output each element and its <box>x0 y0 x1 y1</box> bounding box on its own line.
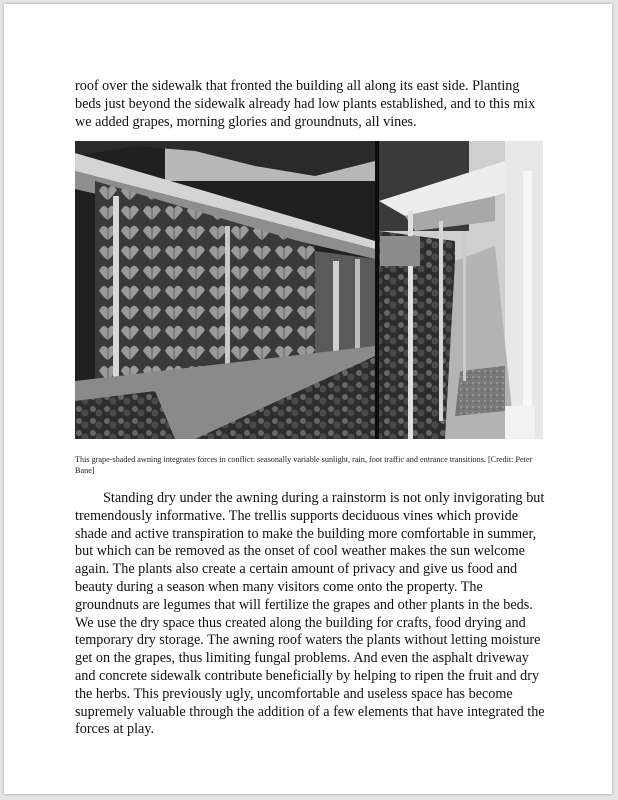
document-page <box>4 4 612 794</box>
paragraph-top: roof over the sidewalk that fronted the building all along its east side. Planting beds just beyond the sidewalk already had low plants established, and to this mix we added grapes, morning glories and groundnuts, all vines. <box>75 78 536 130</box>
right-photo <box>379 141 543 439</box>
paragraph-body: Standing dry under the awning during a rainstorm is not only invigorating but tremendously informative. The trellis supports deciduous vines which provide shade and active transpiration to make the building more comfortable in summer, but which can be removed as the onset of cool weather makes the sun welcome again. The plants also create a certain amount of privacy and give us food and beauty during a season when many visitors come onto the property. The groundnuts are legumes that will fertilize the grapes and other plants in the beds. We use the dry space thus created along the building for crafts, food drying and temporary dry storage. The awning roof waters the plants without letting moisture get on the grapes, thus limiting fungal problems. And even the asphalt driveway and concrete sidewalk contribute beneficially by helping to ripen the fruit and dry the herbs. This previously ugly, uncomfortable and useless space has become supremely valuable through the addition of a few elements that have integrated the forces at play. <box>75 490 545 738</box>
awning-photo <box>75 141 543 439</box>
figure-caption: This grape-shaded awning integrates forces in conflict: seasonally variable sunlight, rain, foot traffic and entrance transitions. [Credit: Peter Bane] <box>75 455 533 475</box>
left-photo <box>75 141 375 439</box>
photo-figure <box>75 141 543 439</box>
